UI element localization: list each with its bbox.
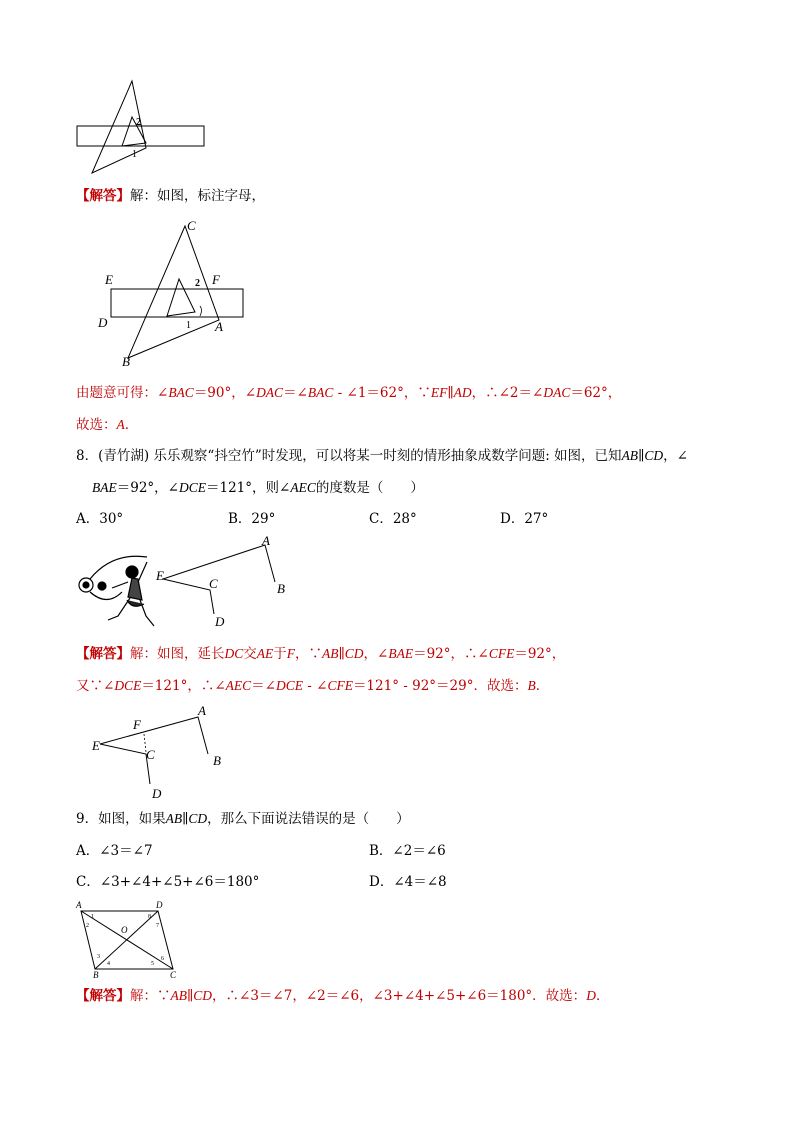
q9-option-c: C．∠3+∠4+∠5+∠6＝180° bbox=[76, 874, 260, 890]
figure-labeled-triangle-strip bbox=[95, 218, 255, 370]
fig2-label-E: E bbox=[105, 272, 113, 287]
figure-diabolo bbox=[72, 532, 302, 632]
q8-stem-line2: BAE＝92°，∠DCE＝121°，则∠AEC的度数是（ ） bbox=[92, 480, 424, 496]
fig3-label-D: D bbox=[215, 614, 225, 629]
diabolo-player-illustration bbox=[79, 556, 154, 626]
q9-answer: 【解答】解：∵AB∥CD，∴∠3＝∠7，∠2＝∠6，∠3+∠4+∠5+∠6＝180°．故选：D． bbox=[76, 988, 610, 1004]
answer-lead: 解：如图，标注字母， bbox=[130, 188, 265, 204]
q7-choice: 故选：A． bbox=[76, 417, 139, 433]
fig1-label-1: 1 bbox=[132, 149, 137, 160]
fig3-label-B: B bbox=[277, 581, 285, 596]
fig5-num-8: 8 bbox=[148, 914, 151, 920]
fig2-label-2: 2 bbox=[195, 278, 200, 289]
q8-answer-line2: 又∵∠DCE＝121°，∴∠AEC＝∠DCE - ∠CFE＝121° - 92°＝29°．故选：B． bbox=[76, 678, 550, 694]
figure-angle-extended bbox=[88, 702, 238, 802]
fig3-label-C: C bbox=[209, 576, 218, 591]
fig5-num-4: 4 bbox=[107, 961, 110, 967]
fig4-label-A: A bbox=[198, 703, 206, 718]
fig5-num-5: 5 bbox=[151, 961, 154, 967]
fig5-label-O: O bbox=[121, 925, 128, 935]
q7-answer-line bbox=[76, 187, 265, 205]
fig5-num-6: 6 bbox=[161, 956, 164, 962]
q8-option-c: C．28° bbox=[369, 511, 417, 527]
fig5-num-3: 3 bbox=[97, 954, 100, 960]
figure-triangle-strip bbox=[70, 75, 210, 180]
fig2-label-F: F bbox=[212, 272, 220, 287]
q8-stem-line1: 8．(青竹湖) 乐乐观察“抖空竹”时发现，可以将某一时刻的情形抽象成数学问题: 如图，已知AB∥CD，∠ bbox=[76, 448, 688, 464]
fig5-label-C: C bbox=[170, 970, 177, 980]
fig5-num-1: 1 bbox=[91, 914, 94, 920]
fig5-num-7: 7 bbox=[156, 923, 159, 929]
q8-option-b: B．29° bbox=[228, 511, 276, 527]
fig1-label-2: 2 bbox=[136, 117, 141, 128]
fig2-label-B: B bbox=[122, 354, 130, 369]
fig2-label-D: D bbox=[98, 315, 108, 330]
fig5-label-B: B bbox=[93, 970, 99, 980]
q9-option-d: D．∠4＝∠8 bbox=[369, 874, 447, 890]
fig5-label-D: D bbox=[156, 900, 163, 910]
q8-option-d: D．27° bbox=[500, 511, 549, 527]
fig2-label-A: A bbox=[215, 319, 223, 334]
q9-option-a: A．∠3＝∠7 bbox=[76, 843, 153, 859]
fig4-label-B: B bbox=[213, 753, 221, 768]
figure-parallelogram bbox=[72, 898, 187, 980]
q7-derivation: 由题意可得：∠BAC＝90°，∠DAC＝∠BAC - ∠1＝62°，∵EF∥AD，∴∠2＝∠DAC＝62°， bbox=[76, 385, 622, 401]
fig2-label-C: C bbox=[187, 218, 196, 233]
fig4-label-C: C bbox=[146, 747, 155, 762]
fig5-num-2: 2 bbox=[86, 923, 89, 929]
fig4-label-E: E bbox=[92, 738, 100, 753]
fig3-label-E: E bbox=[156, 568, 164, 583]
fig2-label-1: 1 bbox=[186, 320, 191, 331]
fig4-label-F: F bbox=[133, 717, 141, 732]
q9-stem: 9．如图，如果AB∥CD，那么下面说法错误的是（ ） bbox=[76, 811, 410, 827]
q9-option-b: B．∠2＝∠6 bbox=[369, 843, 446, 859]
q8-answer-line1: 【解答】解：如图，延长DC交AE于F，∵AB∥CD，∠BAE＝92°，∴∠CFE＝92°， bbox=[76, 646, 566, 662]
q8-option-a: A．30° bbox=[76, 511, 124, 527]
fig5-label-A: A bbox=[76, 900, 82, 910]
fig3-label-A: A bbox=[262, 533, 270, 548]
fig4-label-D: D bbox=[152, 786, 162, 801]
answer-tag: 【解答】 bbox=[76, 188, 130, 204]
